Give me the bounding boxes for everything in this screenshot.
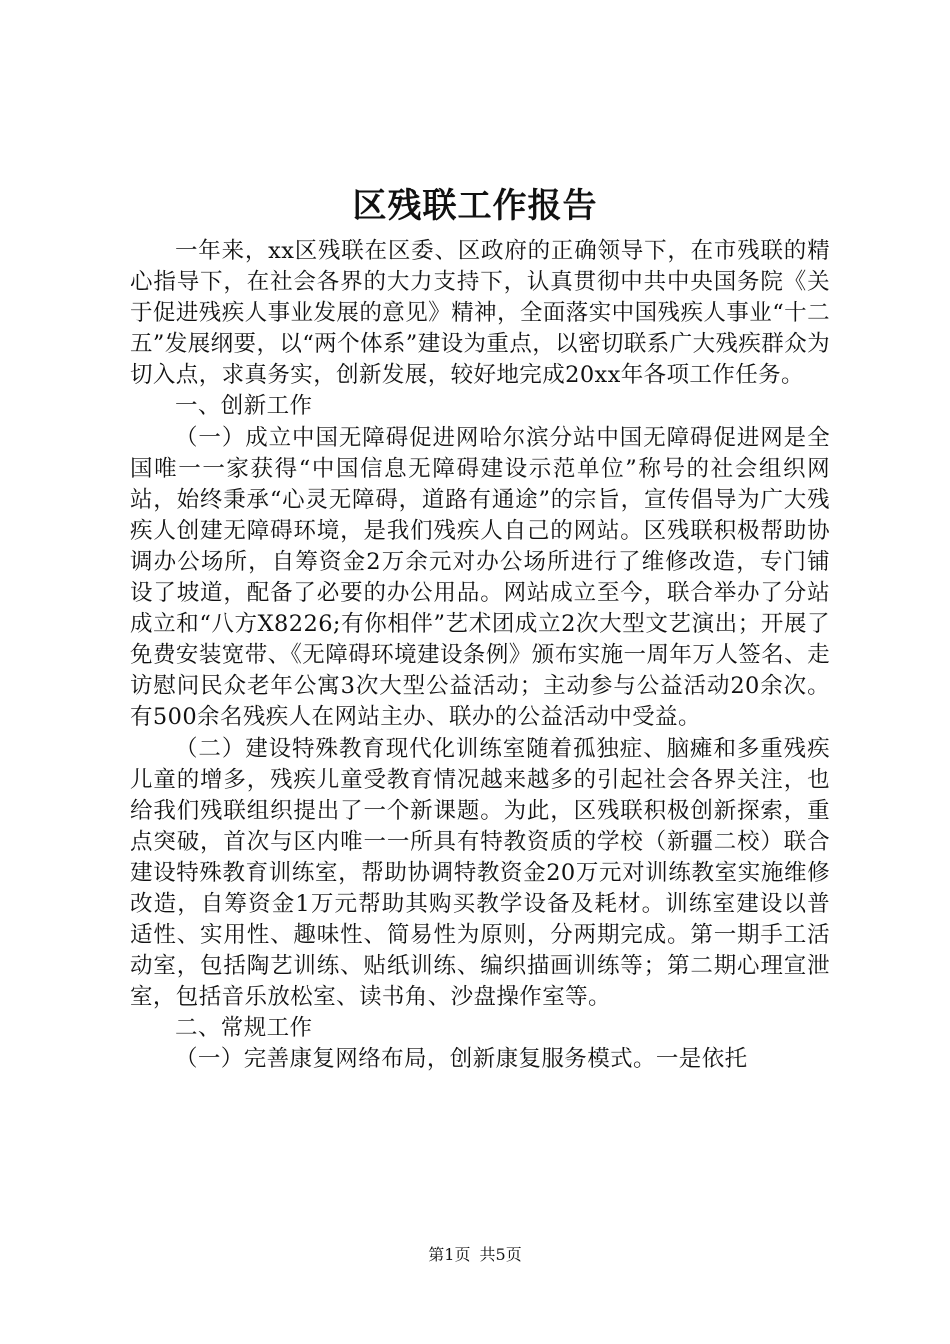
document-body <box>130 236 830 1076</box>
section-heading-routine: 二、常规工作 <box>175 1015 313 1042</box>
paragraph-rehabilitation: （一）完善康复网络布局，创新康复服务模式。一是依托 <box>175 1046 748 1073</box>
page-total: 共5页 <box>479 1245 522 1264</box>
page-footer <box>0 1243 950 1267</box>
paragraph-barrier-free-network: （一）成立中国无障碍促进网哈尔滨分站中国无障碍促进网是全国唯一一家获得“中国信息无障碍建设示范单位”称号的社会组织网站，始终秉承“心灵无障碍，道路有通途”的宗旨，宣传倡导为广大残疾人创建无障碍环境，是我们残疾人自己的网站。区残联积极帮助协调办公场所，自筹资金2万余元对办公场所进行了维修改造，专门铺设了坡道，配备了必要的办公用品。网站成立至今，联合举办了分站成立和“八方X8226;有你相伴”艺术团成立2次大型文艺演出；开展了免费安装宽带、《无障碍环境建设条例》颁布实施一周年万人签名、走访慰问民众老年公寓3次大型公益活动；主动参与公益活动20余次。有500余名残疾人在网站主办、联办的公益活动中受益。 <box>130 424 830 731</box>
intro-paragraph: 一年来，xx区残联在区委、区政府的正确领导下，在市残联的精心指导下，在社会各界的大力支持下，认真贯彻中共中央国务院《关于促进残疾人事业发展的意见》精神，全面落实中国残疾人事业“十二五”发展纲要，以“两个体系”建设为重点，以密切联系广大残疾群众为切入点，求真务实，创新发展，较好地完成20xx年各项工作任务。 <box>130 238 830 389</box>
document-title: 区残联工作报告 <box>352 186 598 226</box>
paragraph-special-education: （二）建设特殊教育现代化训练室随着孤独症、脑瘫和多重残疾儿童的增多，残疾儿童受教育情况越来越多的引起社会各界关注，也给我们残联组织提出了一个新课题。为此，区残联积极创新探索，重点突破，首次与区内唯一一所具有特教资质的学校（新疆二校）联合建设特殊教育训练室，帮助协调特教资金20万元对训练教室实施维修改造，自筹资金1万元帮助其购买教学设备及耗材。训练室建设以普适性、实用性、趣味性、简易性为原则，分两期完成。第一期手工活动室，包括陶艺训练、贴纸训练、编织描画训练等；第二期心理宣泄室，包括音乐放松室、读书角、沙盘操作室等。 <box>130 735 830 1011</box>
section-heading-innovation: 一、创新工作 <box>175 393 313 420</box>
page-number: 第1页 <box>428 1245 471 1264</box>
